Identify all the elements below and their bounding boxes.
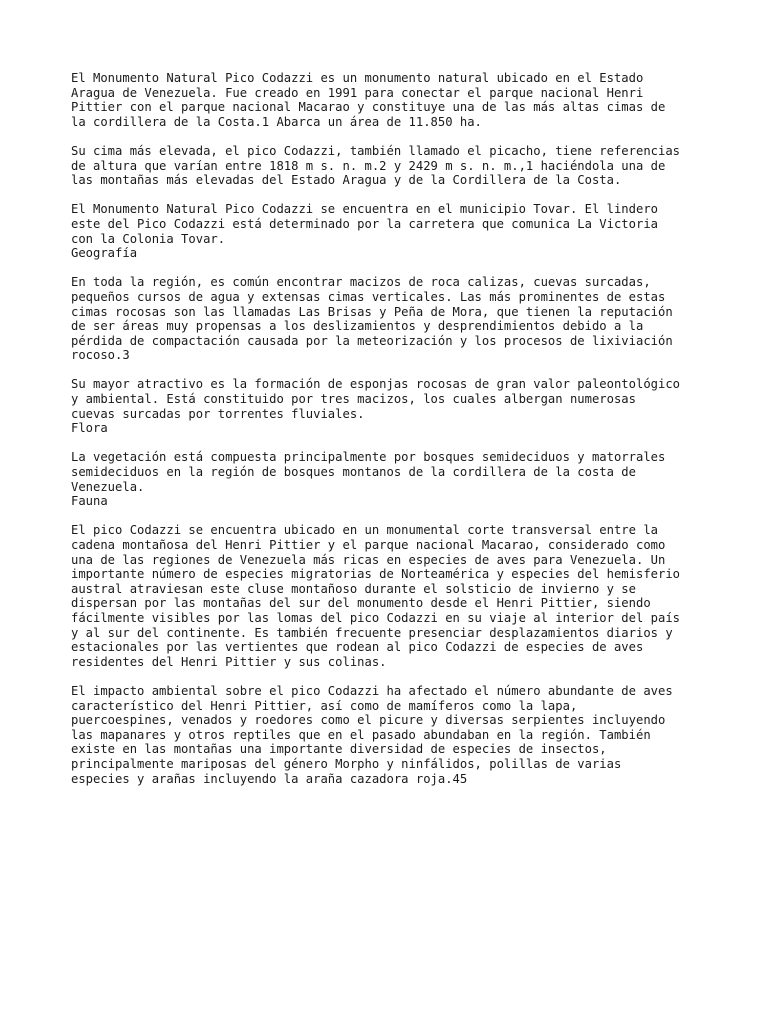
paragraph-summit: Su cima más elevada, el pico Codazzi, también llamado el picacho, tiene referencias de altura que varían entre 1818 m s. n. m.2 y 2429 m s. n. m.,1 haciéndola una de las montañas más elevadas del Estado Aragua y de la Cordillera de la Costa. bbox=[71, 143, 681, 188]
paragraph-attraction: Su mayor atractivo es la formación de esponjas rocosas de gran valor paleontológico y ambiental. Está constituido por tres macizos, los cuales albergan numerosas cuevas surcadas por torrentes fluviales. Flora bbox=[71, 377, 681, 436]
paragraph-flora: La vegetación está compuesta principalmente por bosques semideciduos y matorrales semideciduos en la región de bosques montanos de la cordillera de la costa de Venezuela. Fauna bbox=[71, 450, 666, 509]
paragraph-geography: En toda la región, es común encontrar macizos de roca calizas, cuevas surcadas, pequeños cursos de agua y extensas cimas verticales. Las más prominentes de estas cimas rocosas son las llamadas Las Brisas y Peña de Mora, que tienen la reputación de ser áreas muy propensas a los deslizamientos y desprendimientos debido a la pérdida de compactación causada por la meteorización y los procesos de lixiviación rocoso.3 bbox=[71, 275, 673, 363]
paragraph-intro: El Monumento Natural Pico Codazzi es un monumento natural ubicado en el Estado Aragua de Venezuela. Fue creado en 1991 para conectar el parque nacional Henri Pittier con el parque nacional Macarao y constituye una de las más altas cimas de la cordillera de la Costa.1 Abarca un área de 11.850 ha. bbox=[71, 71, 666, 129]
paragraph-location: El Monumento Natural Pico Codazzi se encuentra en el municipio Tovar. El lindero este del Pico Codazzi está determinado por la carretera que comunica La Victoria con la Colonia Tovar. Geografía bbox=[71, 202, 658, 261]
paragraph-fauna: El pico Codazzi se encuentra ubicado en un monumental corte transversal entre la cadena montañosa del Henri Pittier y el parque nacional Macarao, considerado como una de las regiones de Venezuela más ricas en especies de aves para Venezuela. Un importante número de especies migratorias de Norteamérica y especies del hemisferio austral atraviesan este cluse montañoso durante el solsticio de invierno y se dispersan por las montañas del sur del monumento desde el Henri Pittier, siendo fácilmente visibles por las lomas del pico Codazzi en su viaje al interior del país y al sur del continente. Es también frecuente presenciar desplazamientos diarios y estacionales por las vertientes que rodean al pico Codazzi de especies de aves residentes del Henri Pittier y sus colinas. bbox=[71, 523, 681, 669]
paragraph-impact: El impacto ambiental sobre el pico Codazzi ha afectado el número abundante de aves característico del Henri Pittier, así como de mamíferos como la lapa, puercoespines, venados y roedores como el picure y diversas serpientes incluyendo las mapanares y otros reptiles que en el pasado abundaban en la región. También existe en las montañas una importante diversidad de especies de insectos, principalmente mariposas del género Morpho y ninfálidos, polillas de varias especies y arañas incluyendo la araña cazadora roja.45 bbox=[71, 683, 673, 786]
